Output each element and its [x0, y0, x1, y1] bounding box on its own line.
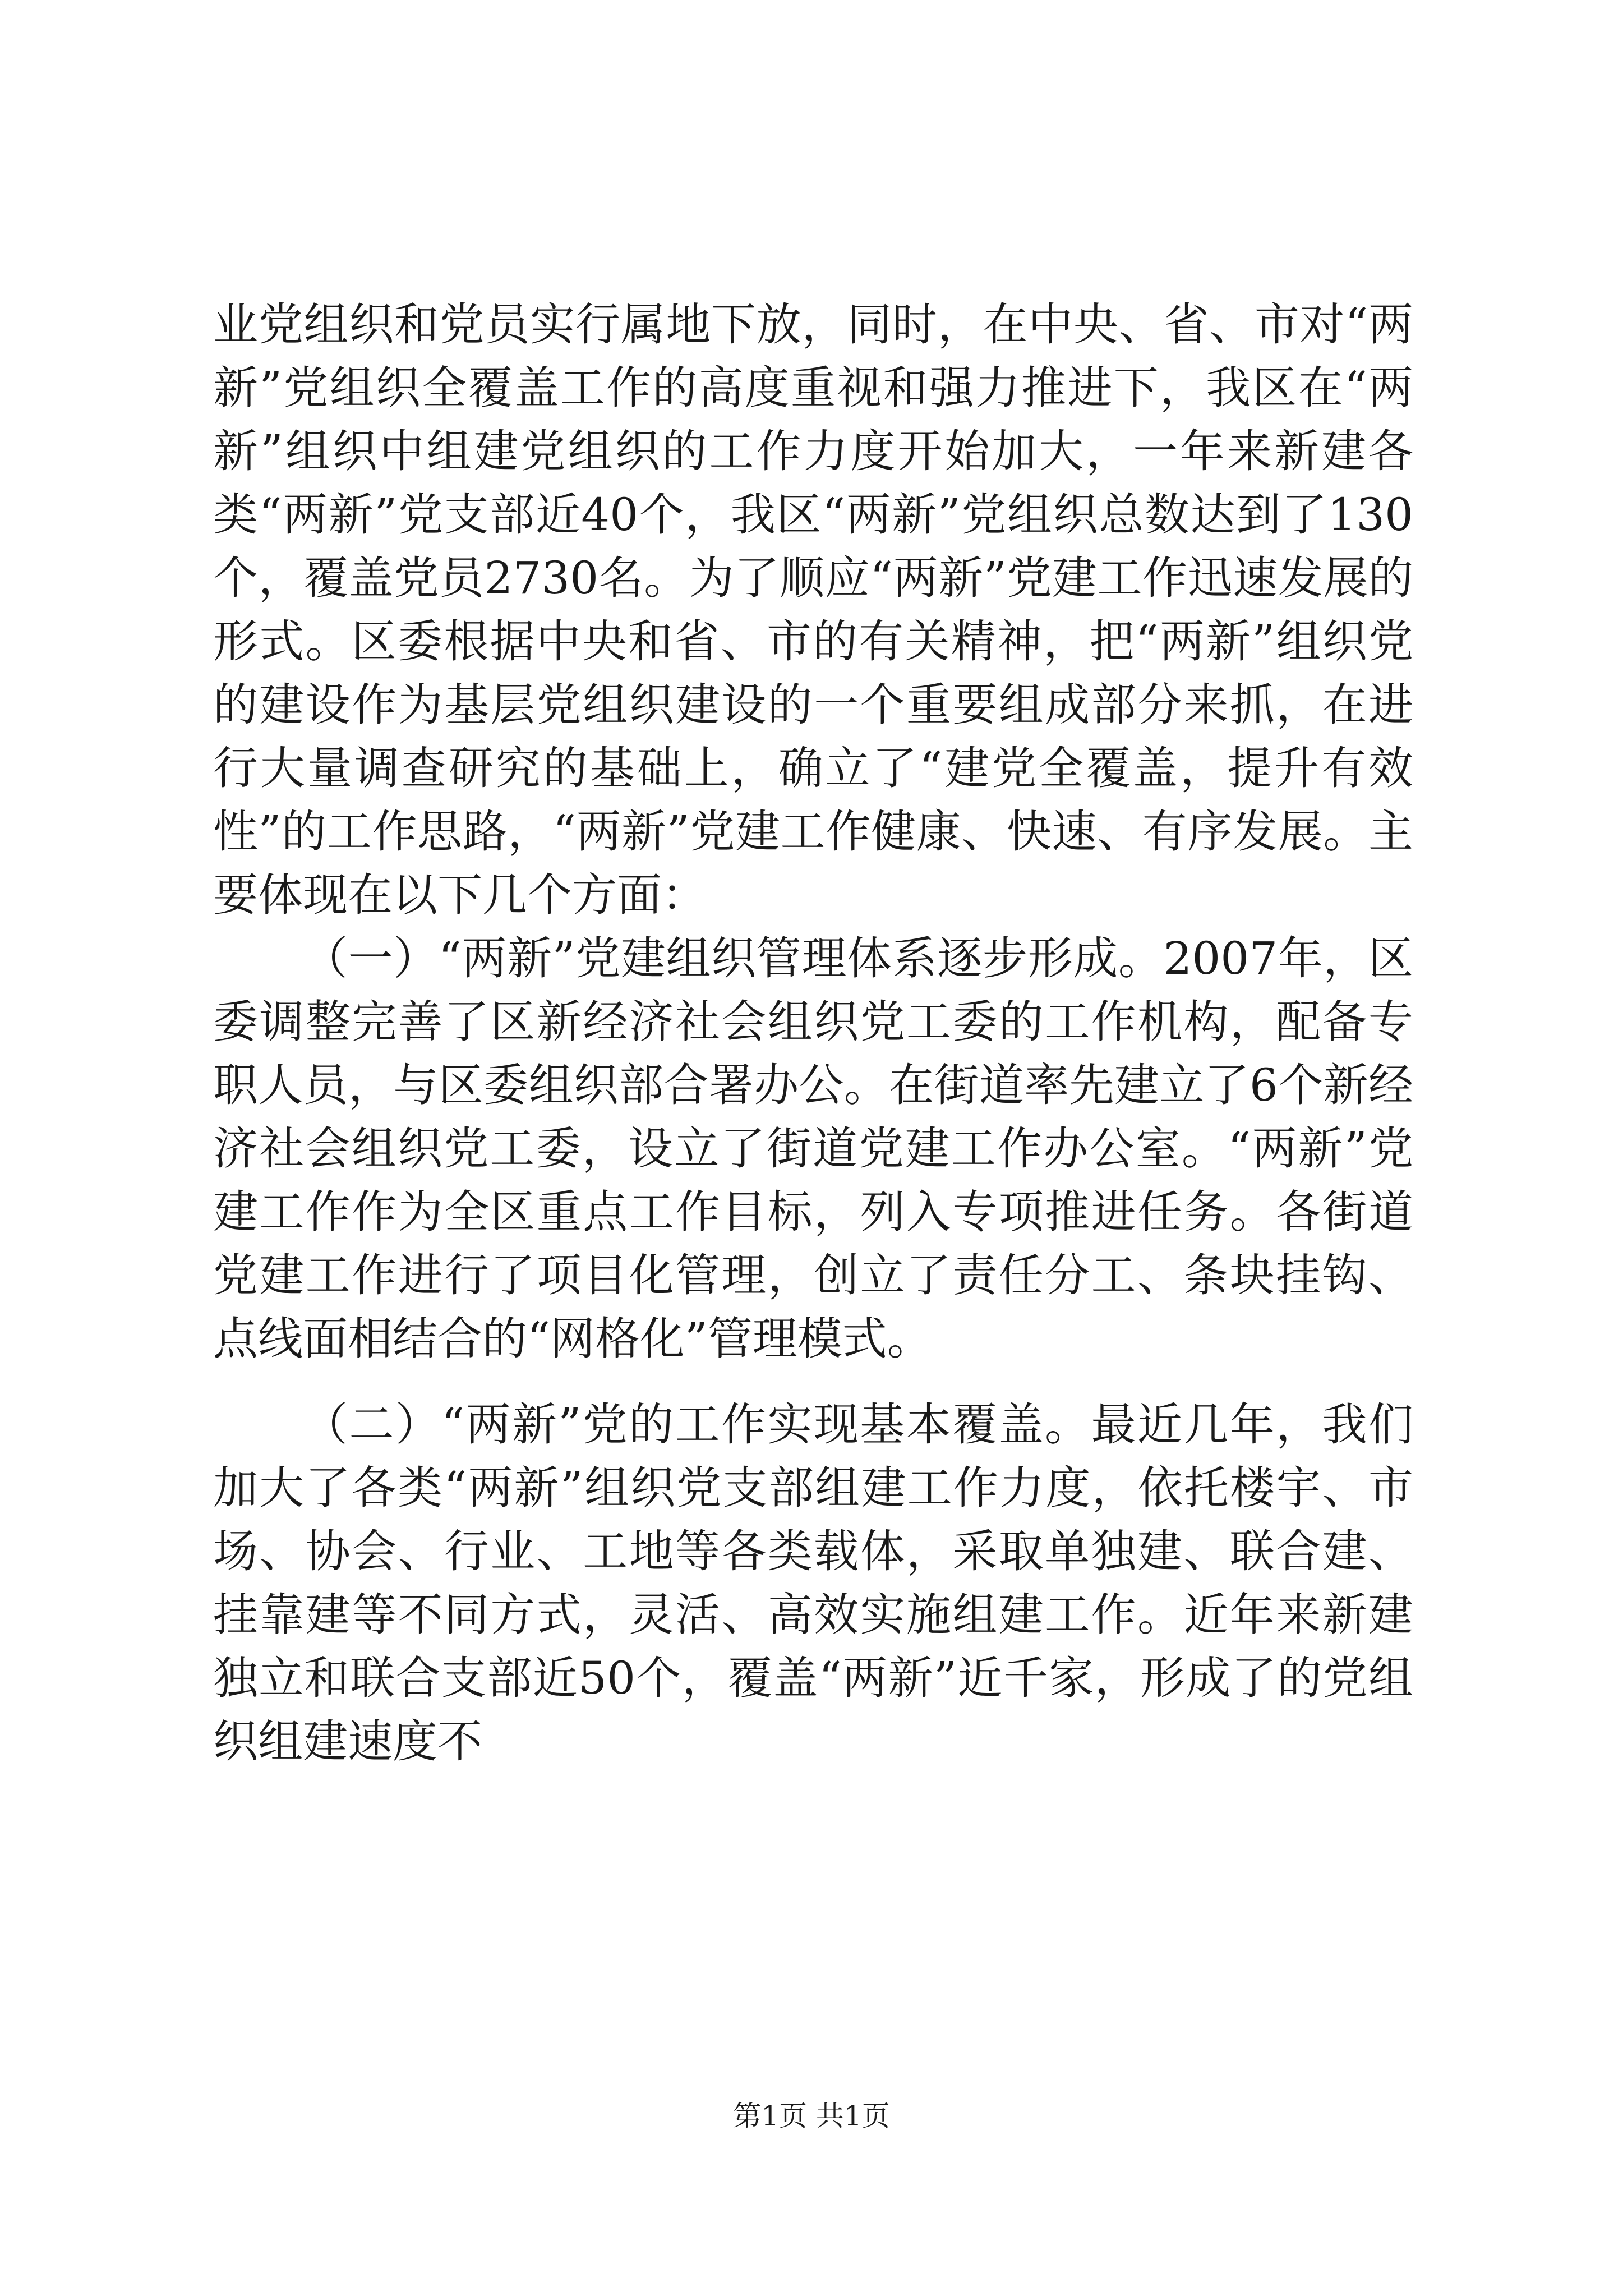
page-footer: 第1页 共1页 — [733, 2100, 890, 2132]
document-body — [213, 293, 1413, 1773]
paragraph-continuation: 业党组织和党员实行属地下放，同时，在中央、省、市对“两新”党组织全覆盖工作的高度重视和强力推进下，我区在“两新”组织中组建党组织的工作力度开始加大，一年来新建各类“两新”党支部近40个，我区“两新”党组织总数达到了130个，覆盖党员2730名。为了顺应“两新”党建工作迅速发展的形式。区委根据中央和省、市的有关精神，把“两新”组织党的建设作为基层党组织建设的一个重要组成部分来抓，在进行大量调查研究的基础上，确立了“建党全覆盖，提升有效性”的工作思路，“两新”党建工作健康、快速、有序发展。主要体现在以下几个方面： — [213, 298, 1413, 921]
paragraph-section-1: （一）“两新”党建组织管理体系逐步形成。2007年，区委调整完善了区新经济社会组织党工委的工作机构，配备专职人员，与区委组织部合署办公。在街道率先建立了6个新经济社会组织党工委，设立了街道党建工作办公室。“两新”党建工作作为全区重点工作目标，列入专项推进任务。各街道党建工作进行了项目化管理，创立了责任分工、条块挂钩、点线面相结合的“网格化”管理模式。 — [213, 932, 1413, 1365]
paragraph-section-2: （二）“两新”党的工作实现基本覆盖。最近几年，我们加大了各类“两新”组织党支部组建工作力度，依托楼宇、市场、协会、行业、工地等各类载体，采取单独建、联合建、挂靠建等不同方式，灵活、高效实施组建工作。近年来新建独立和联合支部近50个，覆盖“两新”近千家，形成了的党组织组建速度不 — [213, 1398, 1413, 1768]
